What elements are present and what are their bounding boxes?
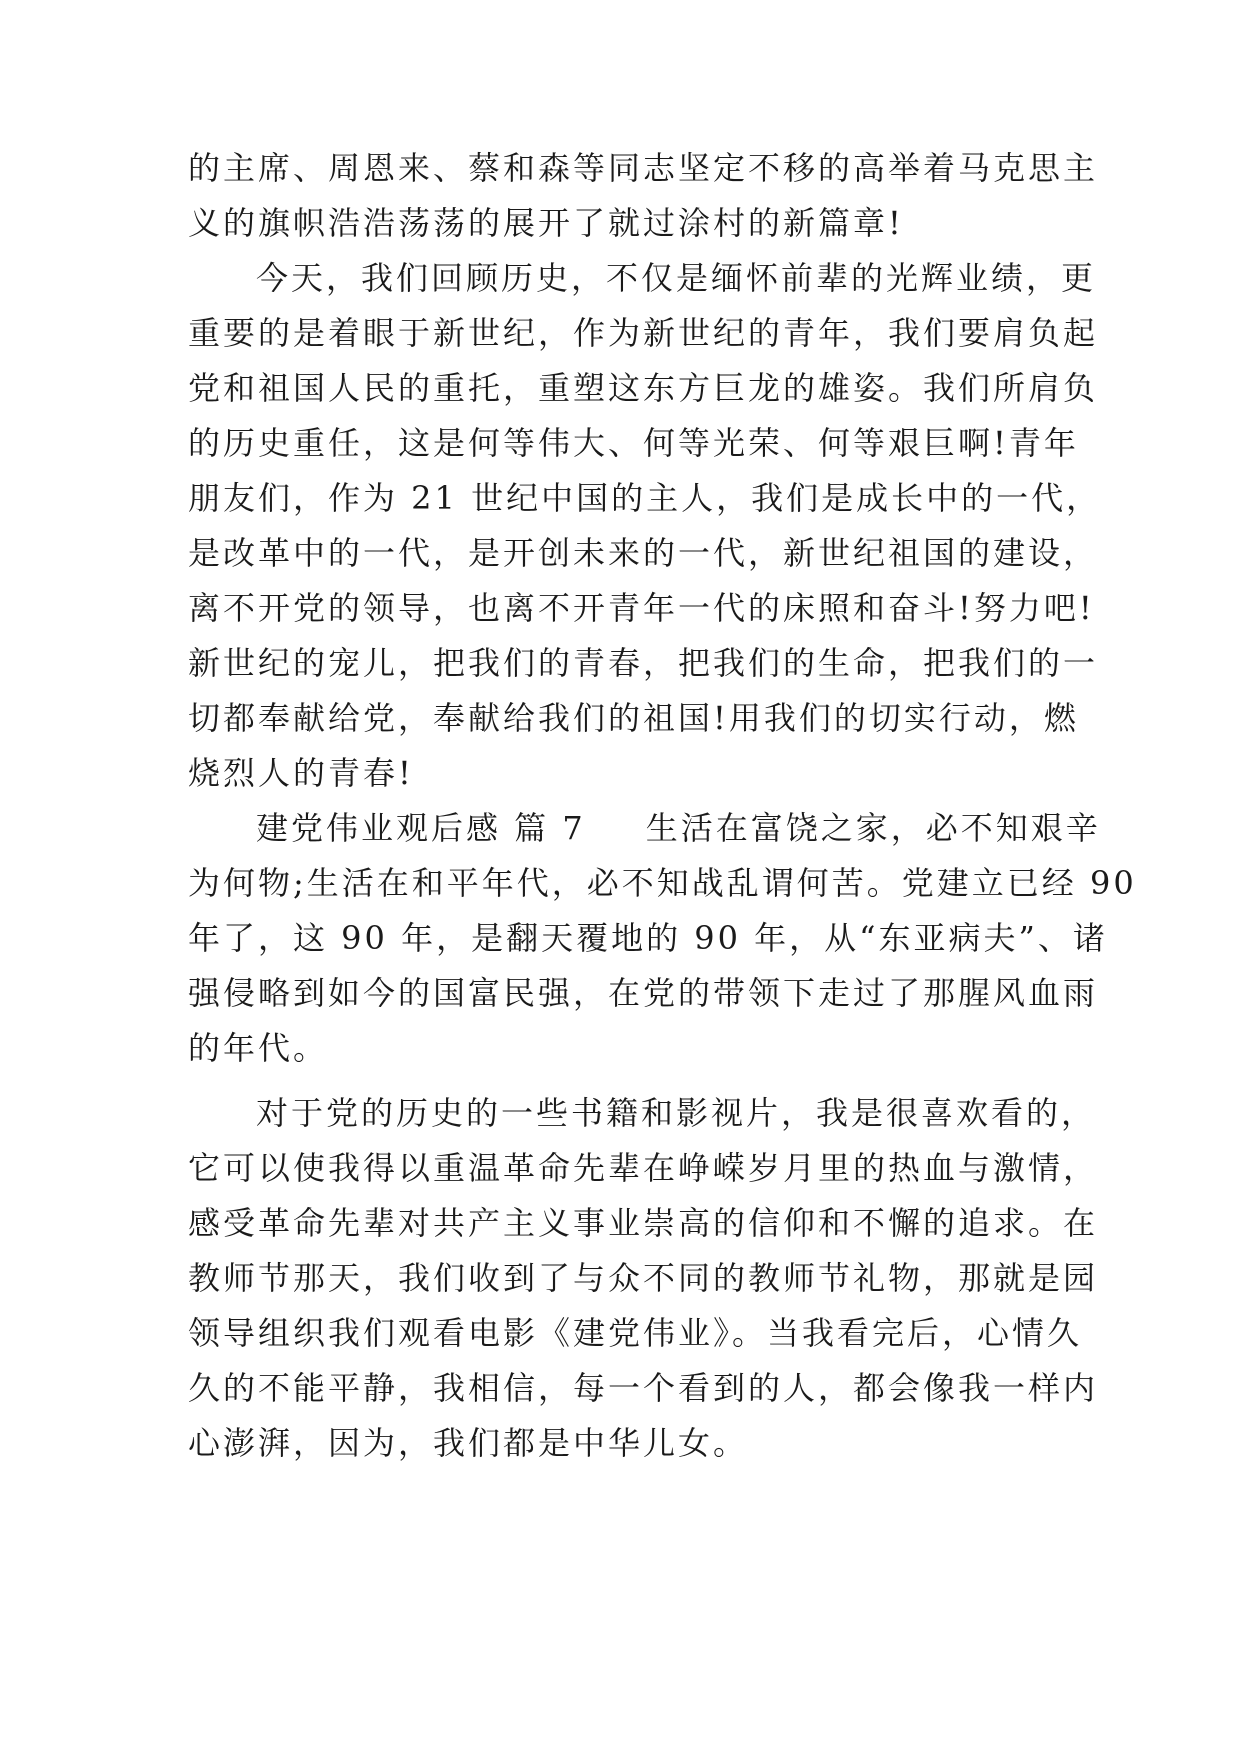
text-line: 切都奉献给党，奉献给我们的祖国!用我们的切实行动，燃 xyxy=(188,699,1079,737)
text-line: 生活在富饶之家，必不知艰辛 xyxy=(645,809,1101,847)
text-line: 的年代。 xyxy=(188,1029,329,1067)
text-line: 领导组织我们观看电影《建党伟业》。当我看完后，心情久 xyxy=(188,1314,1083,1352)
text-line: 朋友们，作为 21 世纪中国的主人，我们是成长中的一代， xyxy=(188,479,1102,517)
text-line: 感受革命先辈对共产主义事业崇高的信仰和不懈的追求。在 xyxy=(188,1204,1099,1242)
text-line: 党和祖国人民的重托，重塑这东方巨龙的雄姿。我们所肩负 xyxy=(188,369,1099,407)
text-line: 为何物;生活在和平年代，必不知战乱谓何苦。党建立已经 90 xyxy=(188,864,1137,902)
text-line: 年了，这 90 年，是翻天覆地的 90 年，从“东亚病夫”、诸 xyxy=(188,919,1108,957)
text-line: 强侵略到如今的国富民强，在党的带领下走过了那腥风血雨 xyxy=(188,974,1099,1012)
text-line: 对于党的历史的一些书籍和影视片，我是很喜欢看的， xyxy=(256,1094,1097,1132)
text-line: 教师节那天，我们收到了与众不同的教师节礼物，那就是园 xyxy=(188,1259,1099,1297)
text-line: 是改革中的一代，是开创未来的一代，新世纪祖国的建设， xyxy=(188,534,1099,572)
text-line: 的主席、周恩来、蔡和森等同志坚定不移的高举着马克思主 xyxy=(188,149,1099,187)
section-heading: 建党伟业观后感 篇 7 xyxy=(256,809,586,847)
text-line: 今天，我们回顾历史，不仅是缅怀前辈的光辉业绩，更 xyxy=(256,259,1097,297)
heading-line xyxy=(256,808,1136,848)
text-line: 久的不能平静，我相信，每一个看到的人，都会像我一样内 xyxy=(188,1369,1099,1407)
text-line: 的历史重任，这是何等伟大、何等光荣、何等艰巨啊!青年 xyxy=(188,424,1079,462)
text-line: 它可以使我得以重温革命先辈在峥嵘岁月里的热血与激情， xyxy=(188,1149,1099,1187)
text-line: 新世纪的宠儿，把我们的青春，把我们的生命，把我们的一 xyxy=(188,644,1099,682)
text-line: 义的旗帜浩浩荡荡的展开了就过涂村的新篇章! xyxy=(188,204,904,242)
text-line: 烧烈人的青春! xyxy=(188,754,414,792)
text-line: 重要的是着眼于新世纪，作为新世纪的青年，我们要肩负起 xyxy=(188,314,1099,352)
text-line: 心澎湃，因为，我们都是中华儿女。 xyxy=(188,1424,749,1462)
text-line: 离不开党的领导，也离不开青年一代的床照和奋斗!努力吧! xyxy=(188,589,1095,627)
